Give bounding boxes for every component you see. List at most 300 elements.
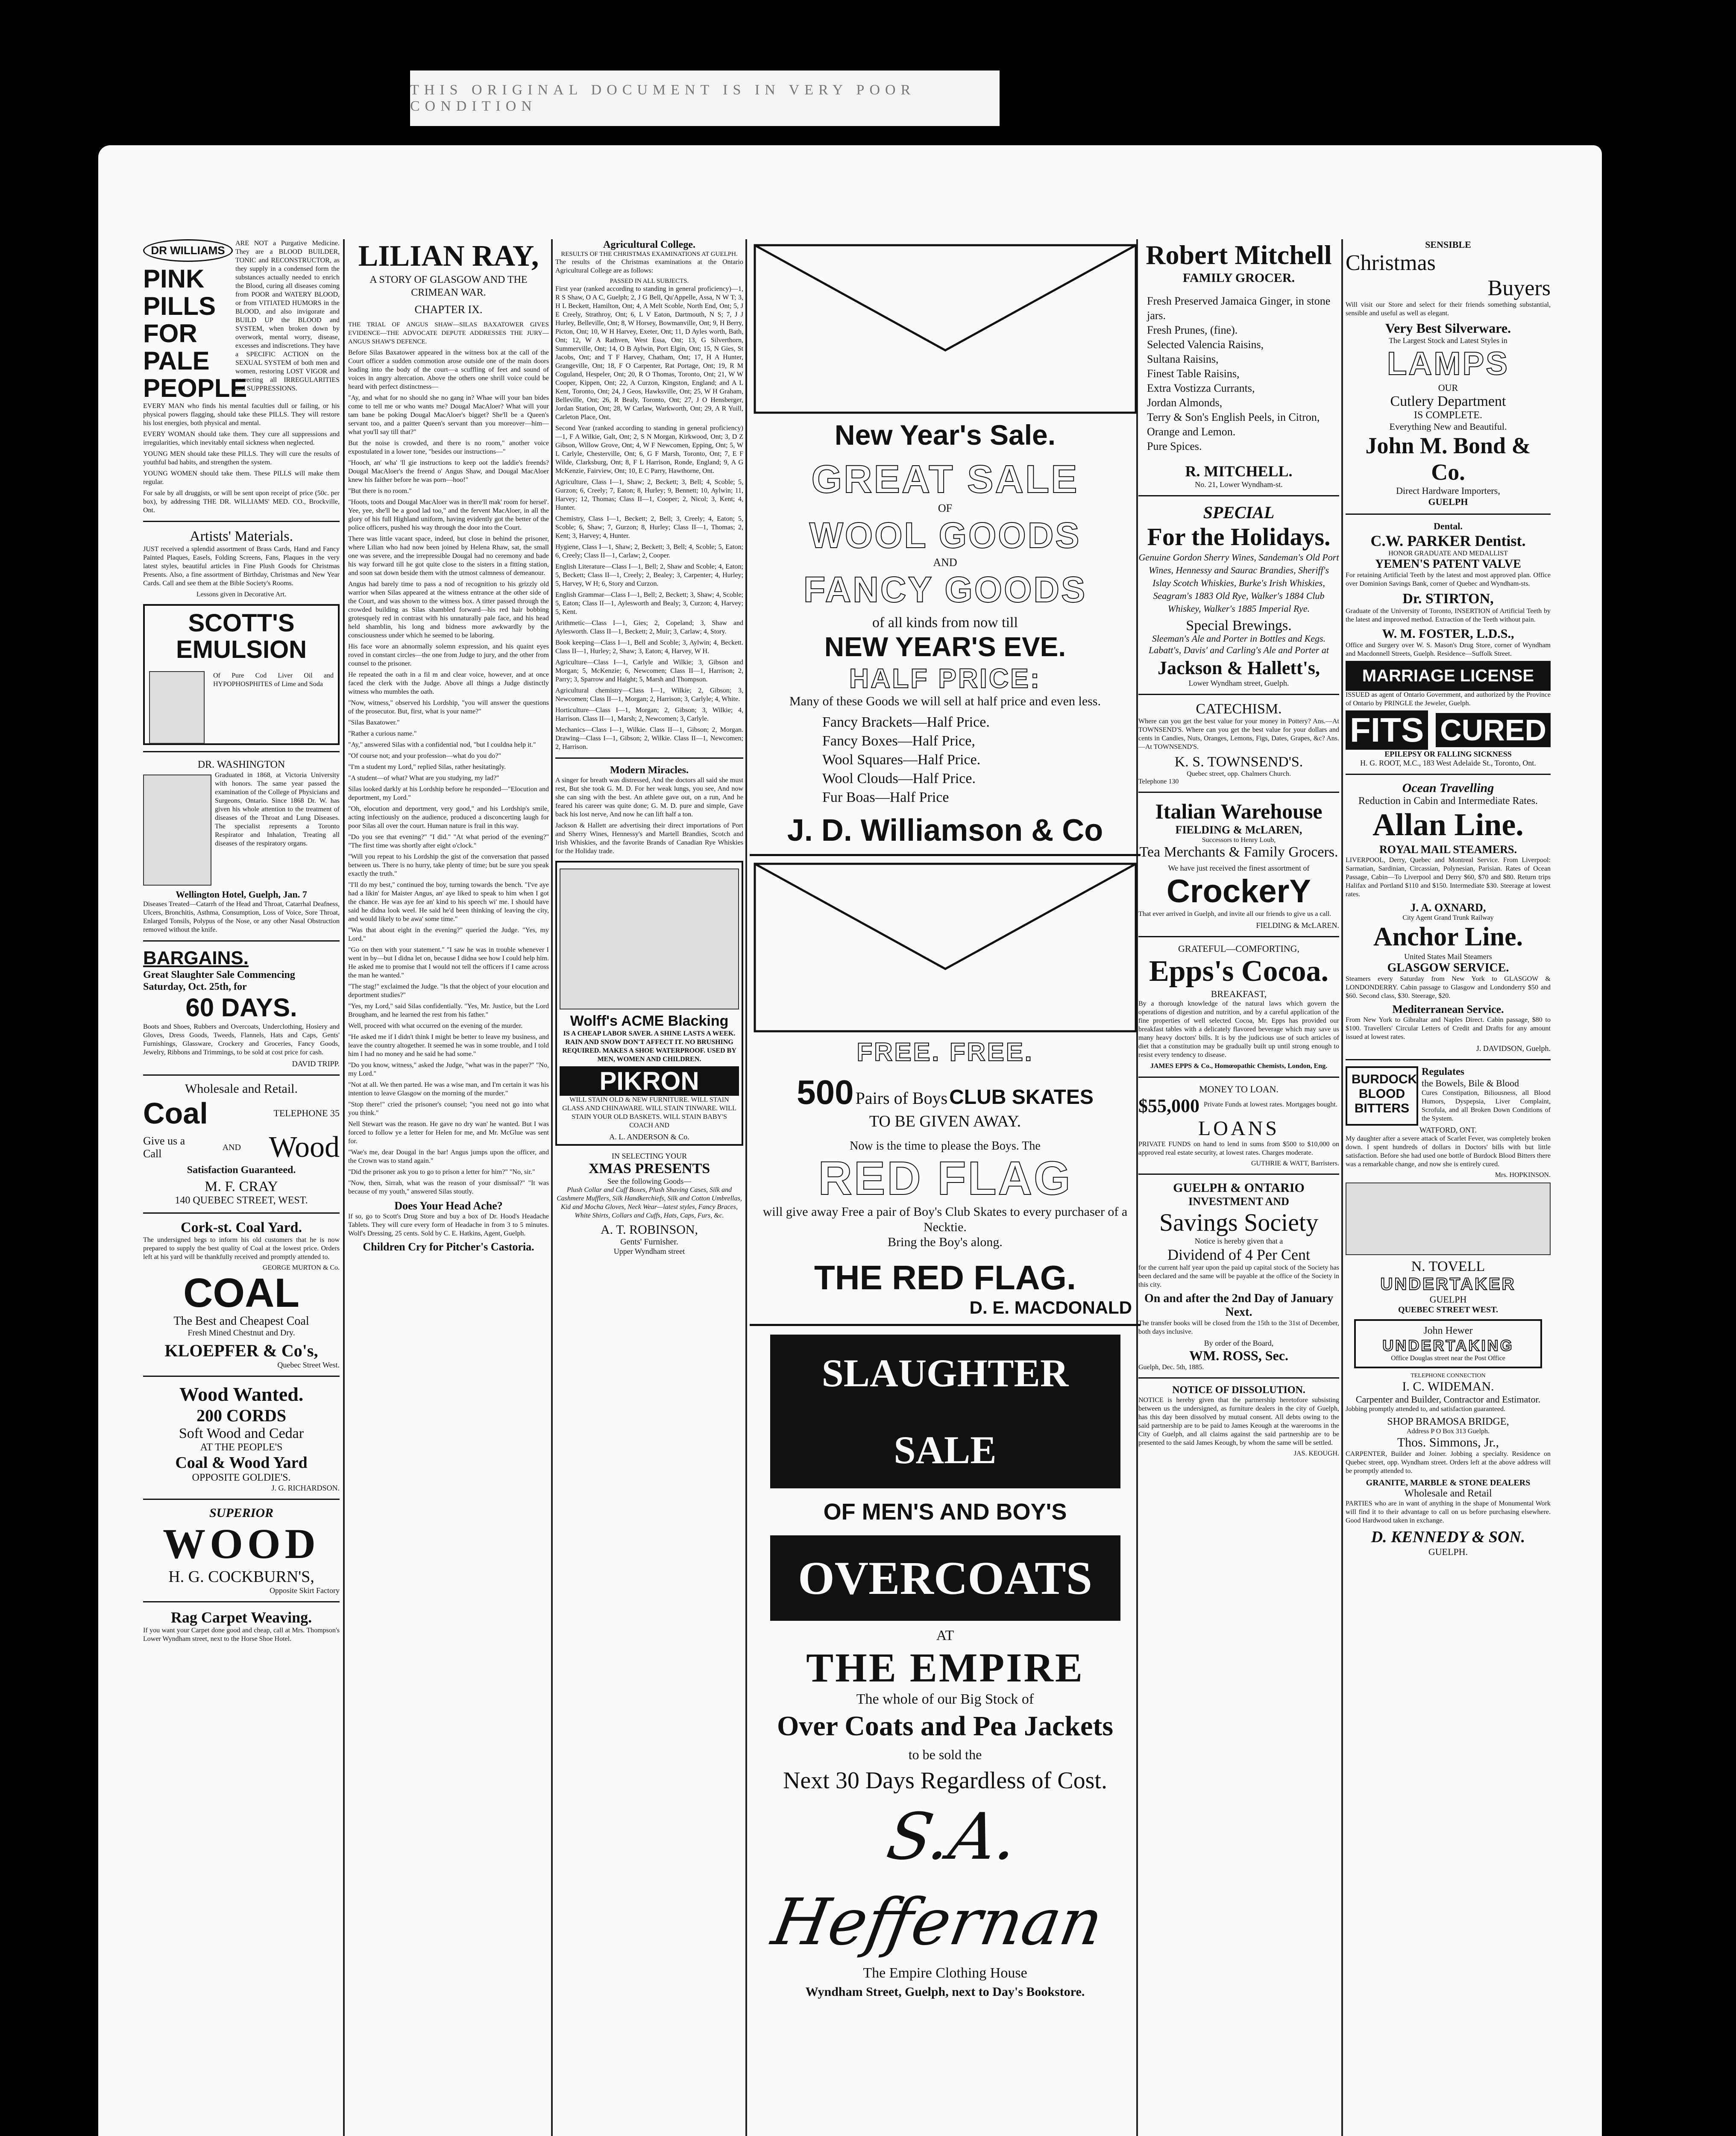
divider — [1138, 1377, 1339, 1379]
mitchell-address: No. 21, Lower Wyndham-st. — [1195, 480, 1283, 489]
pink-pills-footer: For sale by all druggists, or will be sent upon receipt of price (50c. per box), by addressing THE DR. WILLIAMS' MED. CO., Brockville, Ont. — [143, 490, 340, 514]
jackson-address: Lower Wyndham street, Guelph. — [1188, 679, 1289, 687]
coal-word: Coal — [143, 1097, 208, 1130]
and-label: AND — [933, 556, 957, 569]
half-price: HALF PRICE: — [849, 663, 1041, 694]
envelope-svg — [753, 244, 1138, 414]
loans-title: LOANS — [1198, 1117, 1279, 1140]
story-paragraph: "I'll do my best," continued the boy, turning towards the bench. "I've aye had a likin' for Maister Angus, an' aye liked to speak to him when I got the chance. He was aye fee an' kind to his speech wi' me. I should have said he didna look weel. He said he'd been thinking of leaving the city, and would likely to be awa' some time." — [348, 881, 549, 923]
buyers: Buyers — [1487, 276, 1551, 300]
hearse-illustration — [1346, 1182, 1551, 1255]
ag-result-paragraph: First year (ranked according to standing in general proficiency)—1, R S Shaw, O A C, Guelph; 2, J G Bell, Qu'Appelle, Assa, N W T; 3, H L Beckett, Hamilton, Ont; 4, A Melt Scoble, North End, Ont; 5, J E Creely, Strathroy, Ont; 6, L V Eaton, Dartmouth, N S; 7, J J Hurley, Belleville, Ont; 8, W Horsey, Bowmanville, Ont; 9, H Berry, Picton, Ont; 10, W H Harvey, Exeter, Ont; 11, D Ayles worth, Bath, Ont; 12, W A Rathven, West Essa, Ont; 13, G Silverthorn, Summerville, Ont; 14, O B Aylwin, Port Elgin, Ont; 15, N Gies, St Jacobs, Ont; and T F Harvey, Chatham, Ont; 17, H A Hunter, Grangeville, Ont; 18, F O Carpenter, Rat Portage, Ont; 19, R M Coguland, Hespeler, Ont; 20, R O Thomas, Toronto, Ont; 21, W W Cooper, Kippen, Ont; 22, A Curzon, Kingston, England; and A L Kent, Toronto, Ont; 24, J Geos, Hawksville, Ont; 25, W H Graham, Belleville, Ont; 26, R Bealy, Toronto, Ont; 27, J O Hensberger, Jordan Station, Ont; 28, W Carlaw, Warkworth, Ont; 29, A R Yuill, Carleton Place, Ont. — [555, 285, 743, 421]
scotts-subtitle: Of Pure Cod Liver Oil and HYPOPHOSPHITES of Lime and Soda — [213, 672, 334, 688]
grocer-items — [1138, 294, 1339, 454]
artists-text: JUST received a splendid assortment of Brass Cards, Hand and Fancy Painted Plaques, Easels, Folding Screens, Fans, Plaques in the very latest styles, beautiful articles in Fine Plush Goods for Christmas Presents. Also, a fine assortment of Birthday, Christmas and New Year Cards. Call and see them at the Bible Society's Rooms. — [143, 546, 340, 587]
quebec-west: QUEBEC STREET WEST. — [1398, 1305, 1498, 1314]
ag-result-paragraph: Agriculture—Class I—1, Carlyle and Wilkie; 3, Gibson and Morgan; 5, McKenzie; 6, Newcomen; Class II—1, Harrison; 2, Parry; 3, Sparrow and Haight; 5, Marsh and Thompson. — [555, 659, 743, 683]
wolff-sub: IS A CHEAP LABOR SAVER. A SHINE LASTS A WEEK. RAIN AND SNOW DON'T AFFECT IT. NO BRUSHING REQUIRED. MAKES A SHOE WATERPROOF. USED BY MEN, WOMEN AND CHILDREN. — [562, 1030, 736, 1063]
cords: 200 CORDS — [196, 1406, 287, 1425]
every-woman-text: EVERY WOMAN should take them. They cure all suppressions and irregularities, which inevitably entail sickness when neglected. — [143, 431, 340, 446]
condition-banner — [410, 70, 1000, 126]
family-grocer: FAMILY GROCER. — [1182, 271, 1295, 285]
envelope-graphic-2 — [753, 862, 1138, 1033]
simmons-text: CARPENTER, Builder and Joiner. Jobbing a specialty. Residence on Quebec street, opp. Wyndham street. Orders left at the above address will be promptly attended to. — [1346, 1450, 1551, 1475]
sale-item: Fancy Boxes—Half Price, — [822, 733, 975, 749]
dividend-text: for the current half year upon the paid up capital stock of the Society has been declared and the same will be payable at the office of the Society in this city. — [1138, 1264, 1339, 1288]
ag-result-paragraph: English Literature—Class I—1, Bell; 2, Shaw and Scoble; 4, Eaton; 5, Beckett; Class II—1, Creely; 2, Bealey; 3, Carpenter; 4, Hurley; 5, Harvey, W H; 6, Story and Curzon. — [555, 563, 743, 587]
envelope-svg-2 — [753, 862, 1138, 1033]
grocer-item: Finest Table Raisins, — [1147, 367, 1240, 380]
story-paragraph: "He asked me if I didn't think I might be better to leave my business, and leave the country altogether. It seemed he was in some trouble, and I told him I had no money and he said he had some." — [348, 1033, 549, 1058]
undertaking: UNDERTAKING — [1382, 1337, 1514, 1354]
special-label: SPECIAL — [1203, 503, 1275, 522]
bring-boys: Bring the Boy's along. — [888, 1235, 1003, 1249]
bargains-heading: BARGAINS. — [143, 948, 249, 968]
free-free: FREE. FREE. — [856, 1038, 1034, 1066]
ag-result-paragraph: Arithmetic—Class I—1, Gies; 2, Copeland; 3, Shaw and Aylesworth. Class II—1, Beckett; 2, Muir; 3, Carlaw; 4, Story. — [555, 619, 743, 635]
ag-result-paragraph: Hygiene, Class I—1, Shaw; 2, Beckett; 3, Bell; 4, Scoble; 5, Eaton; 6, Creely; Class II—1, Carlaw; 2, Cooper. — [555, 543, 743, 559]
burdock-regulates: Regulates — [1422, 1066, 1464, 1077]
telephone-connection: TELEPHONE CONNECTION — [1410, 1373, 1486, 1379]
foster: W. M. FOSTER, L.D.S., — [1382, 627, 1514, 641]
royal-mail: ROYAL MAIL STEAMERS. — [1379, 843, 1517, 856]
grocer-item: Sultana Raisins, — [1147, 353, 1219, 365]
empire-address: Wyndham Street, Guelph, next to Day's Bookstore. — [805, 1985, 1085, 1999]
castoria: Children Cry for Pitcher's Castoria. — [363, 1241, 534, 1253]
grocer-item: Pure Spices. — [1147, 440, 1202, 452]
headache-text: If so, go to Scott's Drug Store and buy a box of Dr. Hood's Headache Tablets. They will cure every form of Headache in from 3 to 5 minutes. Wolf's Dressing, 25 cents. Sold by C. E. Hatkins, Agent, Guelph. — [348, 1213, 549, 1237]
mens-boys: OF MEN'S AND BOY'S — [823, 1499, 1067, 1525]
sale-items — [750, 713, 1141, 807]
divider — [1346, 513, 1551, 515]
epps-cocoa: Epps's Cocoa. — [1149, 955, 1329, 988]
story-paragraph: "Of course not; and your profession—what do you do?" — [348, 752, 501, 760]
scotts-emulsion-ad — [143, 604, 340, 745]
ag-result-paragraph: English Grammar—Class I—1, Bell; 2, Beckett; 3, Shaw; 4, Scoble; 5, Eaton; Class II—1, Aylesworth and Bealy; 3, Curzon; 4, Harvey; 5, Kent. — [555, 591, 743, 616]
foster-text: Office and Surgery over W. S. Mason's Drug Store, corner of Wyndham and Macdonnell Streets, Guelph. Residence—Suffolk Street. — [1346, 642, 1551, 657]
bramosa-addr: Address P O Box 313 Guelph. — [1406, 1428, 1490, 1435]
overcoats-banner: OVERCOATS — [770, 1535, 1120, 1621]
divider — [143, 1376, 340, 1377]
story-title: LILIAN RAY, — [358, 240, 539, 273]
dissolution-text: NOTICE is hereby given that the partnership heretofore subsisting between us the undersigned, as furniture dealers in the city of Guelph, has this day been dissolved by mutual consent. All debts owing to the said partnership are to be paid to James Keough at the warerooms in the City of Guelph, and all claims against the said partnership are to be presented to the said James Keough, by whom the same will be settled. — [1138, 1397, 1339, 1446]
hewer-addr: Office Douglas street near the Post Office — [1391, 1355, 1505, 1362]
story-paragraph: Angus had barely time to pass a nod of recognition to his grizzly old warrior when Silas appeared at the witness entrance at the other side of the Court, and was shown to the witness box. A titter passed through the crowded building as Silas shambled forward—his red hair bobbing grotesquely red in contrast with his unnaturally pale face, and his head held shamblin, his long and bidness more awkwardly by the consciousness under which he seemed to be laboring. — [348, 581, 549, 639]
coal-and: AND — [222, 1142, 241, 1152]
bargains-days: 60 DAYS. — [185, 993, 297, 1022]
bargains-text: Great Slaughter Sale Commencing Saturday, Oct. 25th, for — [143, 969, 295, 992]
divider — [143, 940, 340, 942]
tovell: N. TOVELL — [1411, 1259, 1485, 1274]
sale-item: Wool Squares—Half Price. — [822, 752, 981, 768]
story-paragraph: Well, proceed with what occurred on the evening of the murder. — [348, 1022, 523, 1030]
story-paragraph: "Ay, and what for no should she no gang in? Whae will your ban bides come to tell me or who wants me? Dougal MacAloer? What will your tam bane be poking Dougal MacAloer's bigget? She'll be a Queen's servant too, and a paitter Queen's servant than you moreover—him—what you'll say till that?" — [348, 394, 549, 436]
money-amount: $55,000 — [1138, 1095, 1199, 1116]
divider — [555, 757, 743, 759]
xmas-goods: Plush Collar and Cuff Boxes, Plush Shaving Cases, Silk and Cashmere Mufflers, Silk Handkerchiefs, Silk and Cotton Umbrellas, Kid and Mocha Gloves, Neck Wear—latest styles, Fancy Braces, White Shirts, Collars and Cuffs, Hats, Caps, Furs, &c. — [557, 1186, 742, 1219]
yemen-text: For retaining Artificial Teeth by the latest and most approved plan. Office over Dominion Savings Bank, corner of Quebec and Wyndham-sts. — [1346, 572, 1551, 587]
story-paragraph: He repeated the oath in a fil m and clear voice, however, and at once faced the clerk with the Judge. Above all things a Judge distinctly witness who mumbles the oath. — [348, 671, 549, 695]
kinds-text: of all kinds from now till — [872, 615, 1018, 631]
pikron-sub: WILL STAIN OLD & NEW FURNITURE. WILL STAIN GLASS AND CHINAWARE. WILL STAIN TINWARE. WILL STAIN YOUR OLD BASKETS. WILL STAIN BABY'S COACH AND — [562, 1096, 736, 1129]
whole-stock: The whole of our Big Stock of — [856, 1691, 1034, 1707]
bramosa: SHOP BRAMOSA BRIDGE, — [1387, 1416, 1509, 1427]
divider — [1346, 1059, 1551, 1060]
washington-diseases: Diseases Treated—Catarrh of the Head and Throat, Catarrhal Deafness, Ulcers, Bronchitis, Asthma, Consumption, Loss of Voice, Sore Throat, Enlarged Tonsils, Polypus of the Nose, or any other Nasal Obstruction removed without the knife. — [143, 901, 340, 933]
townsend: K. S. TOWNSEND'S. — [1174, 754, 1303, 770]
richardson: J. G. RICHARDSON. — [271, 1484, 340, 1492]
glasgow-text: Steamers every Saturday from New York to GLASGOW & LONDONDERRY. Cabin passage to Glasgow and Londonderry $50 and $60. Second class, $30. Steerage, $20. — [1346, 975, 1551, 1000]
cockburn-addr: Opposite Skirt Factory — [270, 1586, 340, 1595]
divider — [1138, 694, 1339, 695]
parker: C.W. PARKER Dentist. — [1370, 532, 1526, 549]
tovell-guelph: GUELPH — [1429, 1294, 1467, 1305]
story-paragraph: "Hoots, toots and Dougal MacAloer was in there'll mak' room for hersel'. Yee, yee, she'll be a good lad too," and the fervent MacAloer, in all the glory of his full Highland uniform, having evidently got the better of the police officers, pushed his way through the door into the Court. — [348, 499, 549, 531]
ag-result-paragraph: Agriculture, Class I—1, Shaw; 2, Beckett; 3, Bell; 4, Scoble; 5, Gurzon; 6, Creely; 7, Eaton; 8, Hurley; 9, Bennett; 10, Aylwin; 11, Harvey; 12, Thomas; Class II—1, Cooper; 2, Nicol; 3, Kent; 4, Hunter. — [555, 478, 743, 511]
wideman-text: Carpenter and Builder, Contractor and Estimator. — [1355, 1394, 1541, 1405]
jackson-hallett: Jackson & Hallett's, — [1157, 657, 1320, 678]
burdock-sub: the Bowels, Bile & Blood — [1422, 1078, 1519, 1089]
ag-result-paragraph: Chemistry, Class I—1, Beckett; 2, Bell; 3, Creely; 4, Eaton; 5, Scoble; 6, Shaw; 7, Gurzon; 8, Hurley; Class II—1, Thomas; 2, Kent; 3, Harvey; 4, Hunter. — [555, 515, 743, 540]
in-selecting: IN SELECTING YOUR — [611, 1152, 687, 1160]
next-30-days: Next 30 Days Regardless of Cost. — [783, 1767, 1107, 1794]
successors: Successors to Henry Loub, — [1202, 836, 1276, 844]
column-rule — [343, 239, 345, 2136]
chapter-summary: THE TRIAL OF ANGUS SHAW—SILAS BAXATOWER GIVES EVIDENCE—THE ADVOCATE DEPUTE ADDRESSES THE JURY—ANGUS SHAW'S DEFENCE. — [348, 321, 549, 345]
given-away: TO BE GIVEN AWAY. — [869, 1112, 1021, 1130]
chapter: CHAPTER IX. — [414, 303, 483, 316]
burdock-logo: BURDOCK BLOOD BITTERS — [1346, 1066, 1418, 1126]
ag-result-paragraph: Horticulture—Class I—1, Morgan; 2, Gibson; 3, Wilkie; 4, Harrison. Class II—1, Marsh; 2, Newcomen; 3, Carlyle. — [555, 707, 743, 722]
holiday-items: Genuine Gordon Sherry Wines, Sandeman's Old Port Wines, Hennessy and Saurac Brandies, Sheriff's Islay Scotch Whiskies, Burke's Irish Whiskies, Seagram's 1883 Old Rye, Walker's 1884 Club Whiskey, Walker's 1885 Imperial Rye. — [1138, 552, 1339, 614]
undertaker: UNDERTAKER — [1380, 1275, 1516, 1294]
peoples: AT THE PEOPLE'S — [200, 1442, 283, 1453]
crockery-sub: That ever arrived in Guelph, and invite all our friends to give us a call. — [1138, 910, 1331, 918]
miracles-heading: Modern Miracles. — [610, 765, 689, 776]
catechism-text: Where can you get the best value for your money in Pottery? Ans.—At TOWNSEND'S. Where can you get the best value for your dollars and cents in Candies, Nuts, Oranges, Lemons, Figs, Dates, Grapes, &c? Ans.—At TOWNSEND'S. — [1138, 718, 1339, 751]
divider — [143, 1074, 340, 1076]
sale-item: Fancy Brackets—Half Price. — [822, 714, 990, 730]
the-red-flag: THE RED FLAG. — [814, 1259, 1076, 1297]
story-paragraph: "Now, witness," observed his Lordship, "you will answer the questions of the prosecutor. But, first, what is your name?" — [348, 699, 549, 715]
italian-warehouse: Italian Warehouse — [1155, 799, 1323, 823]
grateful: GRATEFUL—COMFORTING, — [1178, 943, 1300, 954]
story-body — [348, 349, 549, 1196]
ag-result-paragraph: Second Year (ranked according to standing in general proficiency)—1, F A Wilkie, Galt, Ont; 2, S N Morgan, Kirkwood, Ont; 3, D Z Gibson, Willow Grove, Ont; 4, W F Newcomen, Epping, Ont; 5, W L Carlyle, Chesterville, Ont; 6, G F Marsh, Toronto, Ont; 7, E F Wilde, Clarksburg, Ont; 8, F L Harrison, Ronde, England; 9, A G McKenzie, Fairview, Ont; 10, E C Parry, Hawthorne, Ont. — [555, 425, 743, 475]
grocer-item: Fresh Preserved Jamaica Ginger, in stone jars. — [1147, 295, 1331, 322]
granite: GRANITE, MARBLE & STONE DEALERS — [1366, 1478, 1531, 1488]
story-paragraph: "But there is no room." — [348, 487, 412, 495]
epilepsy: EPILEPSY OR FALLING SICKNESS — [1384, 750, 1512, 758]
coal-fresh: Fresh Mined Chestnut and Dry. — [188, 1328, 295, 1338]
kennedy-city: GUELPH. — [1428, 1546, 1468, 1557]
cutlery: Cutlery Department — [1390, 393, 1506, 409]
column-2 — [348, 239, 549, 2136]
pink-pills-logo: DR WILLIAMS — [143, 239, 233, 262]
column-rule — [1341, 239, 1343, 2136]
sale-item: Wool Clouds—Half Price. — [822, 771, 976, 786]
crockery-title: CrockerY — [1167, 873, 1311, 910]
bargains-body: Boots and Shoes, Rubbers and Overcoats, Underclothing, Hosiery and Gloves, Dress Goods, Tweeds, Flannels, Hats and Caps, Gents' Furnishings, Glassware, Crockery and Groceries, Fancy Goods, Jewelry, Ribbons and Trimmings, to be sold at cost price for cash. — [143, 1023, 340, 1056]
kloepfer-addr: Quebec Street West. — [277, 1361, 340, 1369]
washington-text: Graduated in 1868, at Victoria University with honors. The same year passed the examination of the College of Physicians and Surgeons, Ontario. Since 1868 Dr. W. has given his whole attention to the treatment of diseases of the Throat and Lung Diseases. The specialist represents a Toronto Respirator and Inhalation, Treating all diseases of the respiratory organs. — [215, 772, 340, 847]
divider — [1138, 792, 1339, 793]
story-paragraph: But the noise is crowded, and there is no room," another voice expostulated in a lower tone, "besides our instructions—" — [348, 440, 549, 455]
coal-wholesale: Wholesale and Retail. — [185, 1082, 298, 1096]
divider — [143, 751, 340, 752]
sale-item: Fur Boas—Half Price — [822, 789, 949, 805]
epps-sig: JAMES EPPS & Co., Homœopathic Chemists, London, Eng. — [1150, 1062, 1328, 1070]
coal-wood-yard: Coal & Wood Yard — [175, 1454, 308, 1472]
opposite-goldie: OPPOSITE GOLDIE'S. — [192, 1472, 291, 1483]
fancy-goods: FANCY GOODS — [803, 569, 1087, 610]
ag-result-paragraph: Agricultural chemistry—Class I—1, Wilkie; 2, Gibson; 3, Newcomen; Class II—1, Morgan; 2, Harrison; 3, Carlyle; 4, White. — [555, 687, 743, 703]
story-paragraph: Nell Stewart was the reason. He gave no dry wan' he wanted. But I was forced to follow ye a letter for Helen for me, and Mr. McGlue was sent for. — [348, 1121, 549, 1145]
bargains-sig: DAVID TRIPP. — [292, 1059, 340, 1068]
special-brewings: Special Brewings. — [1186, 618, 1292, 634]
notice-hereby: Notice is hereby given that a — [1194, 1237, 1283, 1245]
oxnard: J. A. OXNARD, — [1410, 901, 1486, 914]
wholesale-retail: Wholesale and Retail — [1404, 1488, 1492, 1499]
our-label: OUR — [1438, 382, 1458, 393]
marriage-text: ISSUED as agent of Ontario Government, and authorized by the Province of Ontario by PRINGLE the Jeweler, Guelph. — [1346, 691, 1551, 707]
divider — [143, 1212, 340, 1214]
macdonald: D. E. MACDONALD — [969, 1297, 1132, 1317]
divider — [1138, 936, 1339, 937]
coal-satisfaction: Satisfaction Guaranteed. — [187, 1165, 296, 1176]
coal-wood: Wood — [269, 1131, 340, 1164]
story-paragraph: "Hooch, an' wha' 'll gie instructions to keep oot the laddie's freends? Dougal MacAloer's the freend o' Angus Shaw, and Dougal MacAloer knew his faither before he was porn—hoo!" — [348, 459, 549, 484]
complete: IS COMPLETE. — [1413, 410, 1482, 421]
wolff-title: Wolff's ACME Blacking — [570, 1013, 729, 1029]
grocer-item: Jordan Almonds, — [1147, 396, 1223, 409]
story-paragraph: "I'm a student my Lord," replied Silas, rather hesitatingly. — [348, 763, 506, 771]
stirton: Dr. STIRTON, — [1402, 591, 1494, 607]
ag-result-paragraph: Book keeping—Class I—1, Bell and Scoble; 3, Aylwin; 4, Beckett. Class II—1, Hurley; 2, Shaw; 3, Eaton; 4, Harvey, W H. — [555, 639, 743, 655]
buyers-text: Will visit our Store and select for their friends something substantial, sensible and useful as well as elegant. — [1346, 301, 1551, 317]
divider — [143, 521, 340, 522]
ag-results — [555, 285, 743, 751]
for-holidays: For the Holidays. — [1147, 523, 1331, 551]
story-paragraph: Before Silas Baxatower appeared in the witness box at the call of the Court officer a sudden commotion arose outside one of the main doors leading into the body of the court—a scuffling of feet and sound of voices in angry altercation. Above the others one shrill voice could be heard with perfect distinctness— — [348, 349, 549, 390]
cray-sig: GEORGE MURTON & Co. — [262, 1264, 340, 1271]
investment: INVESTMENT AND — [1188, 1195, 1289, 1208]
of-label: OF — [938, 502, 953, 514]
jobbing: Jobbing promptly attended to, and satisfaction guaranteed. — [1346, 1405, 1506, 1413]
dissolution-sig: JAS. KEOUGH. — [1293, 1450, 1339, 1457]
ag-college-heading: Agricultural College. — [603, 239, 695, 250]
story-paragraph: "Go on then with your statement." "I saw he was in trouble whenever I went in by—but I didna let on, because I didna see how I could help him. He asked me to promise that I would not tell the officers if I came across the man he wanted." — [348, 946, 549, 979]
cured: CURED — [1436, 713, 1551, 747]
savings-society: Savings Society — [1159, 1209, 1319, 1236]
breakfast: BREAKFAST, — [1211, 989, 1267, 999]
column-rule — [551, 239, 553, 2136]
story-paragraph: "Oh, elocution and deportment, very good," and his Lordship's smile, acting infectiously on the audience, produced a disconcerting laugh for poor Silas all over the court. Human nature is frail in this way. — [348, 805, 549, 830]
parties-text: PARTIES who are in want of anything in the shape of Monumental Work will find it to their advantage to call on us before purchasing elsewhere. Good Hardwood taken in exchange. — [1346, 1500, 1551, 1524]
watford-sig: Mrs. HOPKINSON. — [1495, 1171, 1551, 1179]
townsend-telephone: Telephone 130 — [1138, 778, 1179, 785]
largest-stock: The Largest Stock and Latest Styles in — [1389, 336, 1507, 345]
every-man-text: EVERY MAN who finds his mental faculties dull or failing, or his physical powers flagging, should take these PILLS. They will restore his lost energies, both physical and mental. — [143, 402, 340, 427]
ocean-travelling: Ocean Travelling — [1402, 781, 1494, 795]
transfer-books: The transfer books will be closed from the 15th to the 31st of December, both days inclusive. — [1138, 1320, 1339, 1335]
stirton-text: Graduate of the University of Toronto, INSERTION of Artificial Teeth by the latest and improved method. Extraction of the Teeth without pain. — [1346, 607, 1551, 623]
coal-give: Give us a Call — [143, 1135, 185, 1160]
mitchell-name: Robert Mitchell — [1146, 240, 1332, 270]
divider — [143, 1499, 340, 1500]
heffernan-signature: S.A. Heffernan — [767, 1800, 1108, 1960]
cockburn: H. G. COCKBURN'S, — [168, 1568, 314, 1586]
pikron-title: PIKRON — [560, 1066, 739, 1096]
bond-guelph: GUELPH — [1428, 496, 1468, 507]
loans-sig: GUTHRIE & WATT, Barristers. — [1251, 1160, 1339, 1167]
money-text: Private Funds at lowest rates. Mortgages bought. — [1204, 1100, 1337, 1108]
condition-banner-text: THIS ORIGINAL DOCUMENT IS IN VERY POOR CONDITION — [410, 82, 916, 114]
ross-sec: WM. ROSS, Sec. — [1189, 1348, 1288, 1363]
anderson: A. L. ANDERSON & Co. — [609, 1133, 689, 1141]
pink-pills-title: PINK PILLS FOR PALE PEOPLE — [143, 264, 247, 402]
divider — [1138, 1077, 1339, 1078]
williamson: J. D. Williamson & Co — [787, 813, 1103, 848]
wideman: I. C. WIDEMAN. — [1402, 1379, 1494, 1394]
wolff-acme-ad — [555, 861, 743, 1146]
story-paragraph: "Yes, my Lord," said Silas confidentially. "Yes, Mr. Justice, but the Lord Brougham, and he learned the rest from his father." — [348, 1003, 549, 1018]
slaughter-sale: SLAUGHTER SALE — [770, 1335, 1120, 1488]
hewer-ad — [1354, 1319, 1542, 1368]
kloepfer-name: KLOEPFER & Co's, — [164, 1341, 318, 1360]
washington-heading: DR. WASHINGTON — [197, 759, 285, 770]
money-to-loan: MONEY TO LOAN. — [1199, 1084, 1279, 1094]
story-paragraph: "Rather a curious name." — [348, 730, 417, 737]
anchor-line: Anchor Line. — [1373, 922, 1523, 951]
empire-clothing: The Empire Clothing House — [863, 1965, 1027, 1981]
story-paragraph: "The stag!" exclaimed the Judge. "Is that the object of your elocution and deportment studies?" — [348, 983, 549, 999]
miracles-text: A singer for breath was distressed, And the doctors all said she must rest, But she took G. M. D. For her weak lungs, you see, And now she can sing with the best. An athlete gave out, on a run, And he feared his career was quite done; G. M. D. pure and simple, Gave back his lost nerve, And now he can lift half a ton. — [555, 777, 743, 818]
new-years-sale: New Year's Sale. — [834, 419, 1056, 451]
everything: Everything New and Beautiful. — [1389, 421, 1507, 432]
jackson-note: Jackson & Hallett are advertising their direct importations of Port and Sherry Wines, Hennessy's and Martell Brandies, Scotch and Irish Whiskies, and the favorite Brands of Canadian Rye Whiskies for the Holiday trade. — [555, 822, 743, 855]
overcoats-jackets: Over Coats and Pea Jackets — [777, 1711, 1114, 1742]
washington-hotel: Wellington Hotel, Guelph, Jan. 7 — [176, 889, 307, 900]
fits: FITS — [1346, 710, 1428, 750]
epps-text: By a thorough knowledge of the natural laws which govern the operations of digestion and nutrition, and by a careful application of the fine properties of well selected Cocoa, Mr. Epps has provided our breakfast tables with a delicately flavored beverage which may save us many heavy doctors' bills. It is by the judicious use of such articles of diet that a constitution may be gradually built up until strong enough to resist every tendency to disease. — [1138, 1000, 1339, 1059]
story-subtitle: A STORY OF GLASGOW AND THE CRIMEAN WAR. — [369, 274, 528, 298]
tea-merchants: Tea Merchants & Family Grocers. — [1139, 844, 1338, 860]
headache-heading: Does Your Head Ache? — [394, 1200, 503, 1212]
john-hewer: John Hewer — [1423, 1325, 1473, 1336]
column-4 — [750, 239, 1141, 2136]
envelope-graphic — [753, 244, 1138, 414]
divider — [1138, 495, 1339, 496]
catechism: CATECHISM. — [1196, 701, 1282, 717]
skates-number: 500 — [797, 1073, 854, 1111]
divider — [1138, 1174, 1339, 1175]
soft-wood: Soft Wood and Cedar — [179, 1426, 304, 1441]
story-paragraph: "Ay," answered Silas with a confidential nod, "but I couldna help it." — [348, 741, 536, 748]
cray-name: M. F. CRAY — [205, 1179, 278, 1194]
cray-yard: Cork-st. Coal Yard. — [181, 1220, 302, 1235]
dividend: Dividend of 4 Per Cent — [1167, 1246, 1310, 1263]
yemen: YEMEN'S PATENT VALVE — [1375, 557, 1521, 571]
scotts-heading: SCOTT'S EMULSION — [176, 609, 307, 663]
rag-text: If you want your Carpet done good and cheap, call at Mrs. Thompson's Lower Wyndham street, next to the Horse Shoe Hotel. — [143, 1627, 340, 1643]
story-paragraph: His face wore an abnormally solemn expression, and his quaint eyes roved in constant circles—the one from Judge to jury, and the other from counsel to the prisoner. — [348, 643, 549, 667]
wood-wanted: Wood Wanted. — [179, 1383, 304, 1405]
divider — [143, 1601, 340, 1602]
story-paragraph: "Did the prisoner ask you to go to prison a letter for him?" "No, sir." — [348, 1168, 535, 1176]
coal-best: The Best and Cheapest Coal — [173, 1314, 309, 1328]
column-5 — [1138, 239, 1339, 2136]
robinson-sub: Gents' Furnisher. — [620, 1237, 678, 1247]
guelph-ontario: GUELPH & ONTARIO — [1173, 1181, 1305, 1195]
superior: SUPERIOR — [209, 1506, 274, 1520]
coal-heading: COAL — [183, 1270, 299, 1316]
divider — [750, 1324, 1141, 1326]
story-paragraph: Silas looked darkly at his Lordship before he responded—"Elocution and deportment, my Lord." — [348, 786, 549, 801]
artists-sig: Lessons given in Decorative Art. — [196, 591, 287, 598]
labatt: Labatt's, Davis' and Carling's Ale and Porter at — [1149, 645, 1329, 655]
coal-telephone: TELEPHONE 35 — [273, 1108, 340, 1118]
see-following: See the following Goods— — [607, 1177, 692, 1185]
column-3 — [555, 239, 743, 2136]
xmas-presents: XMAS PRESENTS — [588, 1161, 710, 1177]
sensible: SENSIBLE — [1425, 239, 1471, 250]
ag-passed: PASSED IN ALL SUBJECTS. — [610, 278, 689, 285]
red-flag: RED FLAG — [818, 1152, 1072, 1205]
new-years-eve: NEW YEAR'S EVE. — [824, 631, 1066, 662]
divider — [750, 854, 1141, 856]
loans-text: PRIVATE FUNDS on hand to lend in sums from $500 to $10,000 on approved real estate security, at lowest rates. Charges moderate. — [1138, 1141, 1339, 1156]
anchor-sub: United States Mail Steamers — [1404, 952, 1492, 961]
story-paragraph: "Now, then, Sirrah, what was the reason of your dismissal?" "It was because of my youth," answered Silas stoutly. — [348, 1179, 549, 1195]
story-paragraph: "Was that about eight in the evening?" queried the Judge. "Yes, my Lord." — [348, 927, 549, 942]
burdock-text: Cures Constipation, Biliousness, all Blood Humors, Dyspepsia, Liver Complaint, Scrofula, and all Broken Down Conditions of the System. — [1422, 1089, 1551, 1122]
wool-goods: WOOL GOODS — [809, 515, 1081, 555]
kennedy: D. KENNEDY & SON. — [1371, 1528, 1525, 1546]
divider — [1346, 774, 1551, 775]
grocer-item: Fresh Prunes, (fine). — [1147, 324, 1238, 336]
fisherman-illustration — [149, 671, 205, 744]
watford-text: My daughter after a severe attack of Scarlet Fever, was completely broken down. I spent hundreds of dollars in Doctors' bills with but little satisfaction. Before she had used one bottle of Burdock Blood Bitters there was a remarkable change, and now she is entirely cured. — [1346, 1135, 1551, 1168]
story-paragraph: "Not at all. We then parted. He was a wise man, and I'm certain it was his intention to leave Glasgow on the morning of the murder." — [348, 1081, 549, 1097]
skates-mid: Pairs of Boys — [855, 1089, 948, 1108]
many-text: Many of these Goods we will sell at half price and even less. — [789, 694, 1101, 708]
cray-address: 140 QUEBEC STREET, WEST. — [175, 1195, 308, 1206]
story-paragraph: "Will you repeat to his Lordship the gist of the conversation that passed between us. There is no hurry, take plenty of time; but be sure you speak exactly the truth." — [348, 853, 549, 877]
crockery-text: We have just received the finest assortment of — [1168, 864, 1310, 872]
bond-name: John M. Bond & Co. — [1365, 433, 1531, 485]
story-paragraph: "Wae's me, dear Dougal in the bar! Angus jumps upon the officer, and the Crown was to stand again." — [348, 1149, 549, 1165]
watford: WATFORD, ONT. — [1419, 1126, 1477, 1134]
story-paragraph: "Silas Baxatower." — [348, 719, 400, 726]
ross-date: Guelph, Dec. 5th, 1885. — [1138, 1364, 1204, 1371]
cray-text: The undersigned begs to inform his old customers that he is now prepared to supply the best quality of Coal at the lowest price. Orders left at his yard will be thankfully received and promptly attended to. — [143, 1236, 340, 1261]
reduction: Reduction in Cabin and Intermediate Rates. — [1358, 795, 1538, 807]
young-women-text: YOUNG WOMEN should take them. These PILLS will make them regular. — [143, 470, 340, 486]
wood-big: WOOD — [163, 1520, 320, 1567]
story-paragraph: There was little vacant space, indeed, but close in behind the prisoner, where Lilian who had now been joined by Helena Rhaw, sat, the small one was severe, and the irrepressible Dougal had no ceremony and bade his way forward till he got quite close to the sisters in a fitting station, and soon sat down beside them with the utmost calmness of demeanour. — [348, 535, 549, 577]
robinson-addr: Upper Wyndham street — [613, 1247, 685, 1256]
story-paragraph: "Do you see that evening?" "I did." "At what period of the evening?" "The first time was shortly after eight o'clock." — [348, 833, 549, 849]
artists-heading: Artists' Materials. — [189, 528, 293, 544]
fielding-2: FIELDING & McLAREN. — [1256, 921, 1339, 930]
dental: Dental. — [1434, 521, 1463, 531]
sleeman: Sleeman's Ale and Porter in Bottles and Kegs. — [1152, 633, 1326, 644]
skates-end: CLUB SKATES — [949, 1086, 1094, 1109]
grocer-item: Extra Vostizza Currants, — [1147, 382, 1255, 394]
by-order: By order of the Board, — [1204, 1339, 1274, 1347]
column-6 — [1346, 239, 1551, 2136]
